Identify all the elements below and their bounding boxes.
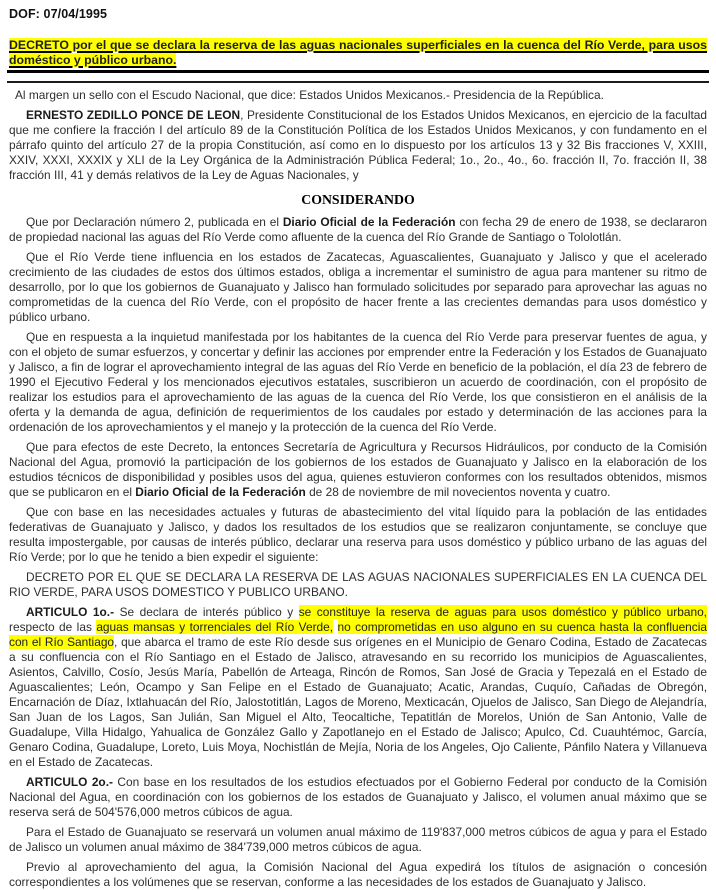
paragraph-articulo-1	[9, 605, 707, 770]
paragraph-considerando-1	[9, 215, 707, 245]
text-run: Al margen un sello con el Escudo Nacional, que dice: Estados Unidos Mexicanos.- Presidencia de la República.	[15, 87, 604, 102]
paragraph-articulo-2	[9, 775, 707, 820]
text-run: con fecha 29 de enero de 1938, se declararon de propiedad nacional las aguas del Río Verde como afluente de la cuenca del Río Grande de Santiago o Tololotlán.	[9, 214, 707, 244]
paragraph-al-margen	[9, 88, 707, 103]
bold-text: Diario Oficial de la Federación	[282, 214, 456, 229]
text-run: Que con base en las necesidades actuales y futuras de abastecimiento del vital líquido para la población de las entidades federativas de Guanajuato y Jalisco, y dados los resultados de los estudios que se realizaron conjuntamente, se concluye que resulta impostergable, por causas de interés público, declarar una reserva para usos doméstico y público urbano de las aguas del Río Verde; por lo que he tenido a bien expedir el siguiente:	[9, 504, 707, 564]
text-run: Que por Declaración número 2, publicada en el	[26, 214, 283, 229]
paragraph-preamble	[9, 108, 707, 183]
dof-date: DOF: 07/04/1995	[9, 7, 108, 21]
bold-text: Diario Oficial de la Federación	[135, 484, 306, 499]
text-run: Con base en los resultados de los estudios efectuados por el Gobierno Federal por conducto de la Comisión Nacional del Agua, en coordinación con los gobiernos de los estados de Guanajuato y Jalisco, el volumen anual máximo que se reserva será de 504'576,000 metros cúbicos de agua.	[9, 774, 707, 819]
document-header	[9, 7, 707, 83]
text-run: Que para efectos de este Decreto, la entonces Secretaría de Agricultura y Recursos Hidráulicos, por conducto de la Comisión Nacional del Agua, promovió la participación de los gobiernos de los estados de Guanajuato y Jalisco en la elaboración de los estudios técnicos de disponibilidad y posibles usos del agua, quienes estuvieron conformes con los resultados obtenidos, mismos que se publicaron en el	[9, 439, 707, 499]
paragraph-considerando-5	[9, 505, 707, 565]
text-run: , Presidente Constitucional de los Estados Unidos Mexicanos, en ejercicio de la facultad que me confiere la fracción I del artículo 89 de la Constitución Política de los Estados Unidos Mexicanos, y con fundamento en el párrafo quinto del artículo 27 de la propia Constitución, así como en lo dispuesto por los artículos 13 y 32 Bis fracciones V, XXIII, XXIV, XXXI, XXXIX y XLI de la Ley Orgánica de la Administración Pública Federal; 1o., 2o., 4o., 6o. fracción II, 7o. fracción II, 38 fracción III, 41 y demás relativos de la Ley de Aguas Nacionales, y	[9, 107, 707, 182]
bold-text: ERNESTO ZEDILLO PONCE DE LEON	[26, 107, 241, 122]
paragraph-volumenes-estados	[9, 825, 707, 855]
document-title	[9, 38, 707, 68]
paragraph-decreto-caps	[9, 570, 707, 600]
text-run: , que abarca el tramo de este Río desde sus orígenes en el Municipio de Genaro Codina, Estado de Zacatecas a su confluencia con el Río Santiago en el Estado de Jalisco, atravesando en su recorrido los municipios de Aguascalientes, Asientos, Calvillo, Cosío, Jesús María, Pabellón de Arteaga, Rincón de Romos, San José de Gracia y Tepezalá en el Estado de Aguascalientes; León, Ocampo y San Felipe en el Estado de Guanajuato; Acatic, Arandas, Cuquío, Cañadas de Obregón, Encarnación de Díaz, Ixtlahuacán del Río, Jalostotitlán, Lagos de Moreno, Mexticacán, Ojuelos de Jalisco, San Diego de Alejandría, San Juan de los Lagos, San Julián, San Miguel el Alto, Teocaltiche, Tepatitlán de Morelos, Unión de San Antonio, Valle de Guadalupe, Villa Hidalgo, Yahualica de González Gallo y Zapotlanejo en el Estado de Jalisco; Apulco, Cd. Cuauhtémoc, García, Genaro Codina, Guadalupe, Loreto, Luis Moya, Nochistlán de Mejía, Noria de los Angeles, Ojo Caliente, Pánfilo Natera y Villanueva en el Estado de Zacatecas.	[9, 634, 707, 769]
document-body	[9, 88, 707, 890]
text-run: Que en respuesta a la inquietud manifestada por los habitantes de la cuenca del Río Verde para preservar fuentes de agua, y con el objeto de sumar esfuerzos, y concertar y definir las acciones por emprender entre la Federación y los Estados de Guanajuato y Jalisco, a fin de lograr el aprovechamiento integral de las aguas del Río Verde en beneficio de la población, el día 23 de febrero de 1990 el Ejecutivo Federal y los mencionados ejecutivos estatales, suscribieron un acuerdo de coordinación, con el propósito de realizar los estudios para el aprovechamiento de las aguas de la cuenca del Río Verde, los que consistieron en el análisis de la oferta y la demanda de agua, definición de requerimientos de los caudales por estado y determinación de las acciones para la ordenación de los aprovechamientos y el manejo y la protección de la cuenca del Río Verde.	[9, 329, 707, 434]
text-run: Para el Estado de Guanajuato se reservará un volumen anual máximo de 119'837,000 metros cúbicos de agua y para el Estado de Jalisco un volumen anual máximo de 384'739,000 metros cúbicos de agua.	[9, 824, 707, 854]
title-rule-thick	[7, 70, 709, 73]
text-run: de 28 de noviembre de mil novecientos noventa y cuatro.	[305, 484, 611, 499]
highlighted-text: aguas mansas y torrenciales del Río Verde,	[96, 619, 334, 634]
highlighted-text: DECRETO por el que se declara la reserva de las aguas nacionales superficiales en la cuenca del Río Verde, para usos doméstico y público urbano.	[9, 38, 707, 67]
content-rule-thin	[7, 81, 709, 83]
paragraph-considerando-3	[9, 330, 707, 435]
paragraph-considerando-2	[9, 250, 707, 325]
bold-text: ARTICULO 2o.-	[26, 774, 113, 789]
text-run: Que el Río Verde tiene influencia en los estados de Zacatecas, Aguascalientes, Guanajuato y Jalisco y que el acelerado crecimiento de las ciudades de estos dos últimos estados, obliga a incrementar el suministro de agua para mantener su ritmo de desarrollo, por lo que los gobiernos de Guanajuato y Jalisco han formulado solicitudes por separado para aprovechar las aguas no comprometidas de la cuenca del Río Verde, con el propósito de hacer frente a las crecientes demandas para usos doméstico y público urbano.	[9, 249, 707, 324]
highlighted-text: se constituye la reserva de aguas para usos doméstico y público urbano,	[298, 604, 707, 619]
paragraph-previo-aprovechamiento	[9, 860, 707, 890]
text-run: Previo al aprovechamiento del agua, la Comisión Nacional del Agua expedirá los títulos de asignación o concesión correspondientes a los volúmenes que se reservan, conforme a las necesidades de los estados de Guanajuato y Jalisco.	[9, 859, 707, 889]
highlighted-text: no comprometidas en uso alguno en su cuenca hasta la confluencia con el Río Santiago	[9, 619, 707, 649]
heading-considerando: CONSIDERANDO	[301, 191, 415, 207]
text-run: respecto de las	[9, 619, 97, 634]
text-run	[333, 620, 337, 634]
paragraph-considerando-4	[9, 440, 707, 500]
text-run: DECRETO POR EL QUE SE DECLARA LA RESERVA DE LAS AGUAS NACIONALES SUPERFICIALES EN LA CUENCA DEL RIO VERDE, PARA USOS DOMESTICO Y PUBLICO URBANO.	[9, 569, 707, 599]
text-run: Se declara de interés público y	[114, 604, 299, 619]
bold-text: ARTICULO 1o.-	[26, 604, 115, 619]
